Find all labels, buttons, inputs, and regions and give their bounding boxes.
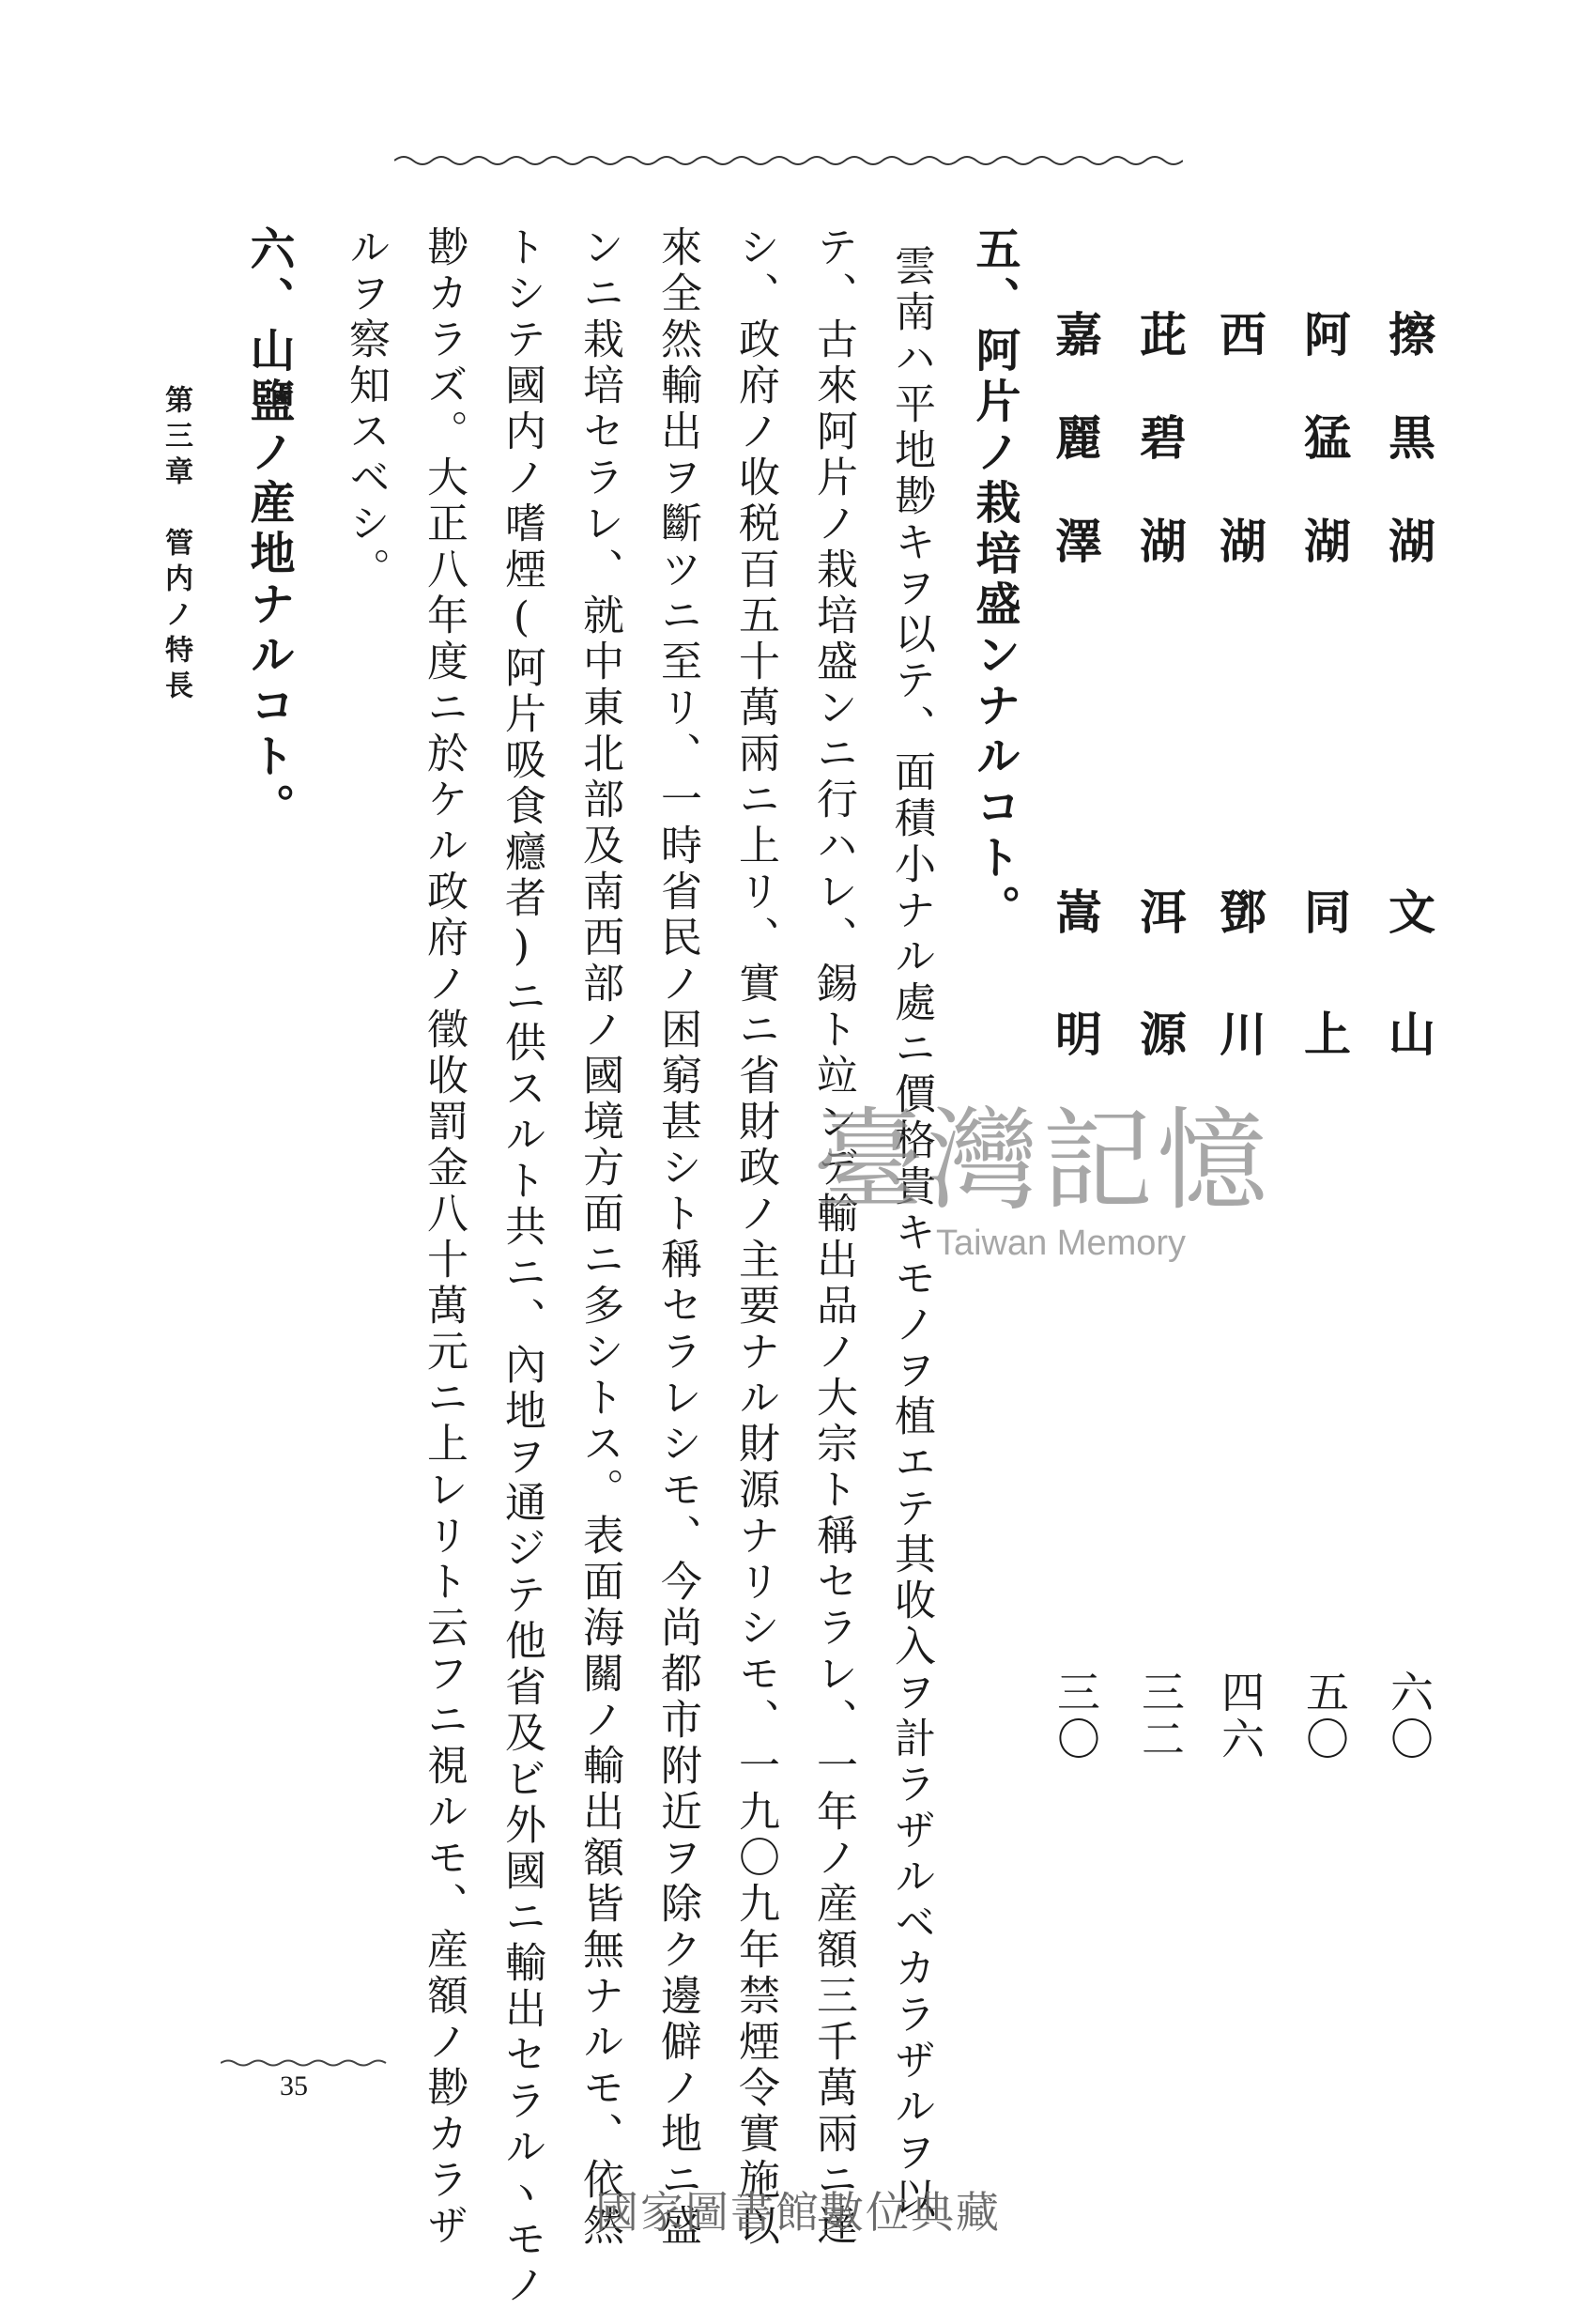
watermark-logo xyxy=(807,1096,1277,1264)
watermark-main: 臺灣記憶 xyxy=(812,1096,1271,1225)
body-line: 尠カラズ。大正八年度ニ於ケル政府ノ徵收罰金八十萬元ニ上レリト云フニ視ルモ、産額ノ尠カラザ xyxy=(420,225,468,2250)
body-line: 雲南ハ平地尠キヲ以テ、面積小ナル處ニ價格貴キモノヲ植エテ其收入ヲ計ラザルベカラザルヲ以 xyxy=(887,244,935,2223)
lake-count: 四六 xyxy=(1215,1670,1266,1763)
body-line: ンニ栽培セラレ、就中東北部及南西部ノ國境方面ニ多シトス。表面海關ノ輸出額皆無ナルモ、依然 xyxy=(575,225,623,2250)
page-number: 35 xyxy=(280,2070,308,2101)
lake-count: 三〇 xyxy=(1051,1670,1101,1763)
body-line: トシテ國内ノ嗜煙(阿片吸食癮者)ニ供スルト共ニ、內地ヲ通ジテ他省及ビ外國ニ輸出セラルヽモノ xyxy=(498,225,545,2309)
lake-name: 阿猛湖 xyxy=(1297,310,1352,620)
lake-county: 嵩明 xyxy=(1048,887,1103,1131)
lake-name: 嘉麗澤 xyxy=(1048,310,1103,620)
lake-county: 文山 xyxy=(1381,887,1436,1131)
section-6-heading: 六、山鹽ノ産地ナルコト。 xyxy=(242,225,295,834)
watermark-sub: Taiwan Memory xyxy=(935,1223,1187,1263)
lake-name: 擦黒湖 xyxy=(1381,310,1436,620)
library-credit: 國家圖書館數位典藏 xyxy=(595,2187,1001,2238)
top-wavy-rule xyxy=(394,150,1183,171)
body-line: シ、政府ノ收税百五十萬兩ニ上リ、實ニ省財政ノ主要ナル財源ナリシモ、一九〇九年禁煙令實施以 xyxy=(731,225,779,2250)
bottom-wavy-rule xyxy=(221,2056,390,2070)
body-line: ルヲ察知スベシ。 xyxy=(342,225,390,593)
lake-count: 三二 xyxy=(1135,1670,1186,1763)
lake-name: 西 湖 xyxy=(1212,310,1267,620)
lake-count: 六〇 xyxy=(1384,1670,1435,1763)
lake-county: 鄧川 xyxy=(1212,887,1267,1131)
running-footer: 第三章 管内ノ特長 xyxy=(160,385,192,706)
lake-count: 五〇 xyxy=(1299,1670,1350,1763)
body-line: 來全然輸出ヲ斷ツニ至リ、一時省民ノ困窮甚シト稱セラレシモ、今尚都市附近ヲ除ク邊僻ノ地ニ盛 xyxy=(653,225,701,2250)
lake-name: 茈碧湖 xyxy=(1132,310,1188,620)
lake-county: 同上 xyxy=(1297,887,1352,1131)
lake-county: 洱源 xyxy=(1132,887,1188,1131)
body-line: テ、古來阿片ノ栽培盛ンニ行ハレ、錫ト竝ンデ輸出品ノ大宗ト稱セラレ、一年ノ産額三千萬兩ニ達 xyxy=(809,225,857,2250)
section-5-heading: 五、阿片ノ栽培盛ンナルコト。 xyxy=(968,225,1021,935)
